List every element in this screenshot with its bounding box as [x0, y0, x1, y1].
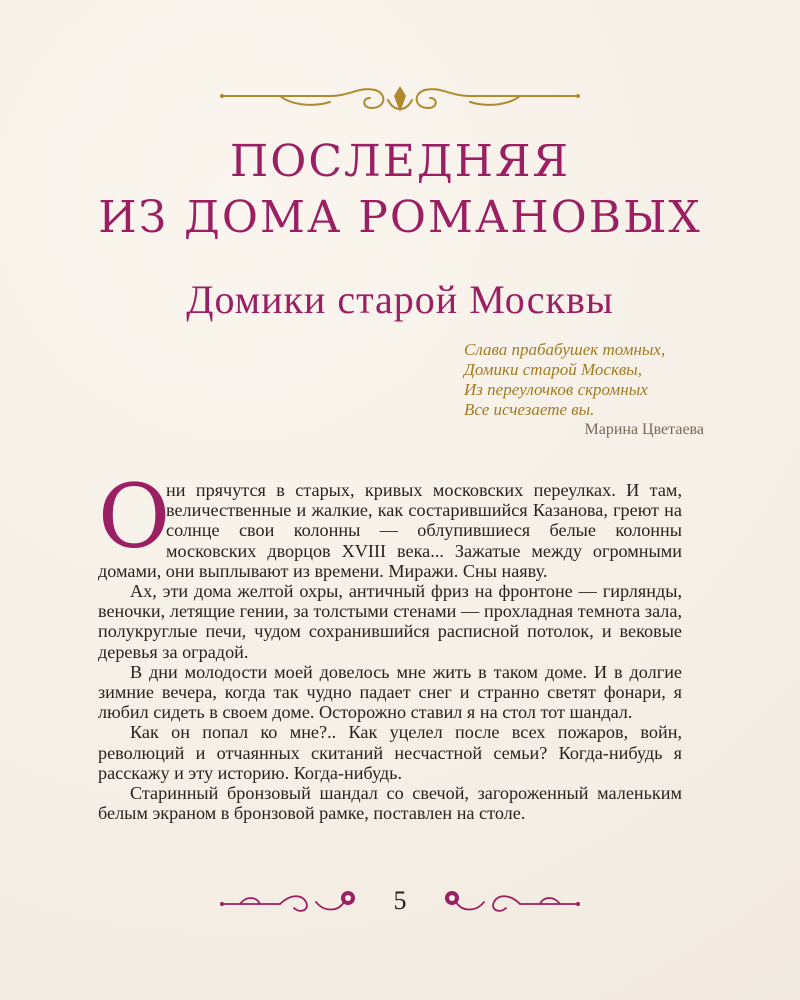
drop-cap: О [98, 465, 171, 568]
epigraph-line: Слава прабабушек томных, [464, 340, 666, 359]
title-line-1: ПОСЛЕДНЯЯ [229, 136, 571, 187]
paragraph: В дни молодости моей довелось мне жить в таком доме. И в долгие зимние вечера, когда так чудно падает снег и странно светят фонари, я любил сидеть в своем доме. Осторожно ставил я на стол тот шандал. [98, 661, 682, 723]
epigraph-author: Марина Цветаева [584, 421, 704, 438]
body-text [98, 465, 682, 824]
epigraph-line: Домики старой Москвы, [464, 360, 643, 379]
title-line-2: ИЗ ДОМА РОМАНОВЫХ [98, 192, 702, 243]
rose-scroll-ornament-icon [430, 884, 580, 918]
page-number: 5 [393, 886, 407, 915]
paragraph [98, 465, 682, 581]
rose-scroll-ornament-icon [220, 884, 370, 918]
paragraph: Ах, эти дома желтой охры, античный фриз на фронтоне — гирлянды, веночки, летящие гении, за толстыми стенами — прохладная темнота зала, полукруглые печи, чудом сохранившийся расписной потолок, и вековые деревья за оградой. [98, 581, 682, 662]
gold-scroll-divider-icon [220, 78, 580, 122]
epigraph-line: Из переулочков скромных [464, 380, 648, 399]
paragraph-text: ни прячутся в старых, кривых московских переулках. И там, величественные и жалкие, как состарившийся Казанова, греют на солнце свои колонны — облупившиеся белые колонны московских дворцов XVIII века... Зажатые между огромными домами, они выплывают из времени. Миражи. Сны наяву. [98, 480, 682, 581]
page-footer [0, 878, 800, 928]
paragraph: Как он попал ко мне?.. Как уцелел после всех пожаров, войн, революций и отчаянных скитаний несчастной семьи? Когда-нибудь я расскажу и эту историю. Когда-нибудь. [98, 722, 682, 783]
chapter-subtitle: Домики старой Москвы [186, 277, 614, 322]
epigraph [464, 340, 704, 440]
paragraph: Старинный бронзовый шандал со свечой, загороженный маленьким белым экраном в бронзовой рамке, поставлен на столе. [98, 783, 682, 824]
epigraph-line: Все исчезаете вы. [464, 400, 595, 419]
